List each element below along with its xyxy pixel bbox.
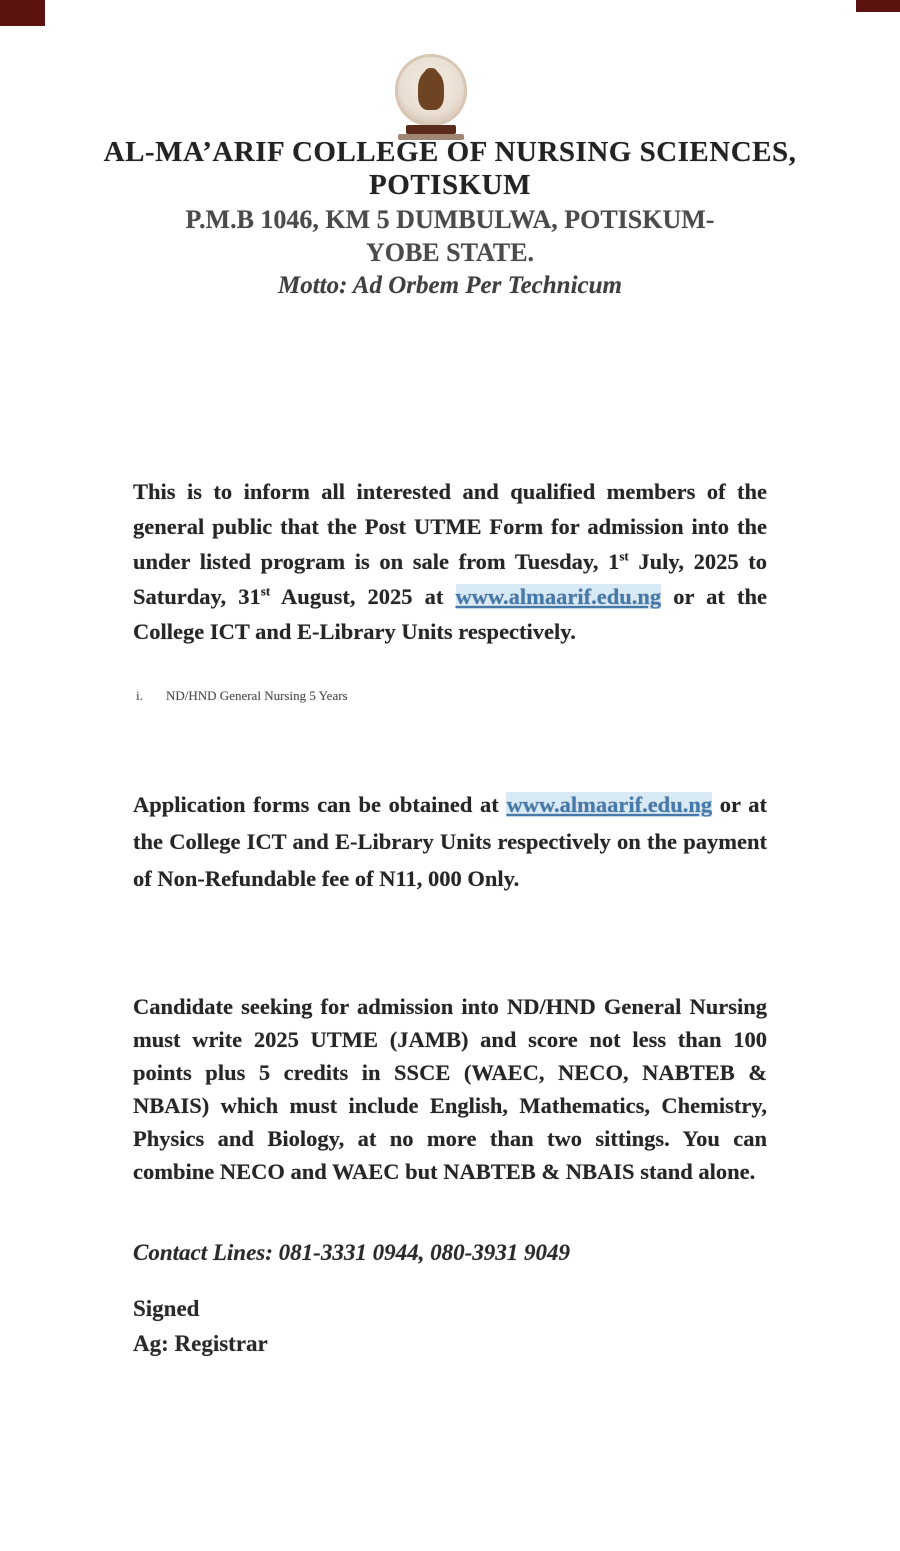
logo-figure-icon — [418, 70, 444, 110]
program-list-item — [136, 688, 636, 704]
intro-paragraph — [133, 474, 767, 649]
ordinal-suffix-1st: st — [619, 548, 629, 564]
ordinal-suffix-31st: st — [260, 583, 271, 599]
corner-mark-left — [0, 0, 45, 26]
college-name-line1: AL-MA’ARIF COLLEGE OF NURSING SCIENCES, — [103, 136, 797, 168]
intro-text-1: This is to inform all interested and qualified members of the general public that the Post UTME Form for admission into the under listed program is on sale from Tuesday, 1 — [133, 479, 767, 574]
college-motto: Motto: Ad Orbem Per Technicum — [278, 272, 622, 299]
application-text-2: or at the College ICT and E-Library Units respectively on the payment of Non-Refundable fee of N11, 000 Only. — [133, 792, 767, 891]
intro-text-3: August, 2025 at — [270, 584, 456, 609]
program-list-label: ND/HND General Nursing 5 Years — [166, 688, 348, 703]
intro-text-4: or at the College ICT and E-Library Units respectively. — [133, 584, 767, 644]
application-paragraph — [133, 786, 767, 897]
program-list-index: i. — [136, 688, 143, 703]
requirements-paragraph: Candidate seeking for admission into ND/HND General Nursing must write 2025 UTME (JAMB) and score not less than 100 points plus 5 credits in SSCE (WAEC, NECO, NABTEB & NBAIS) which must include English, Mathematics, Chemistry, Physics and Biology, at no more than two sittings. You can combine NECO and WAEC but NABTEB & NBAIS stand alone. — [133, 994, 767, 1184]
college-address-line2: YOBE STATE. — [365, 238, 535, 267]
corner-mark-right — [856, 0, 900, 12]
signed-label: Signed — [133, 1296, 200, 1321]
college-logo — [392, 54, 470, 140]
registrar-role: Ag: Registrar — [133, 1331, 268, 1356]
logo-base-icon — [406, 125, 456, 134]
college-address-line1: P.M.B 1046, KM 5 DUMBULWA, POTISKUM- — [185, 205, 715, 234]
website-link-2[interactable]: www.almaarif.edu.ng — [506, 792, 713, 817]
college-name-line2: POTISKUM — [369, 169, 531, 201]
application-text-1: Application forms can be obtained at — [133, 792, 507, 817]
contact-lines: Contact Lines: 081-3331 0944, 080-3931 9049 — [133, 1240, 570, 1265]
website-link[interactable]: www.almaarif.edu.ng — [455, 584, 662, 609]
intro-text-2: July, 2025 to Saturday, 31 — [133, 549, 767, 609]
